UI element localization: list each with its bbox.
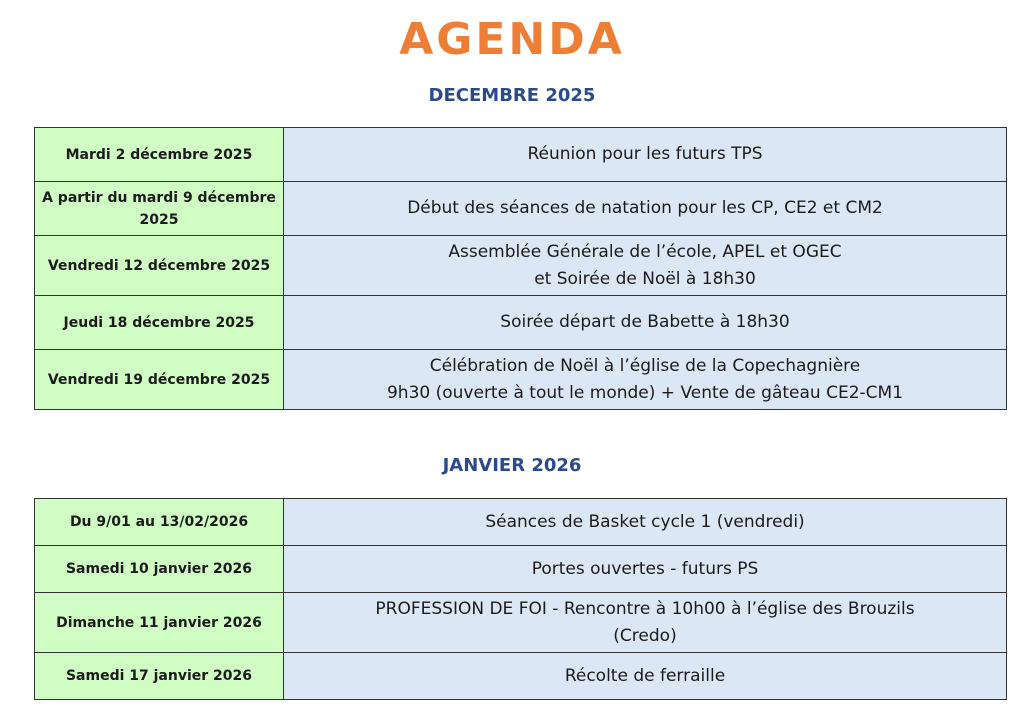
date-cell: Dimanche 11 janvier 2026 — [35, 593, 284, 653]
table-row — [35, 296, 1007, 350]
table-row — [35, 593, 1007, 653]
event-cell: Récolte de ferraille — [284, 653, 1007, 700]
table-row — [35, 236, 1007, 296]
table-row — [35, 350, 1007, 410]
date-cell: A partir du mardi 9 décembre 2025 — [35, 182, 284, 236]
table-row — [35, 182, 1007, 236]
table-row — [35, 128, 1007, 182]
date-cell: Du 9/01 au 13/02/2026 — [35, 499, 284, 546]
event-cell: PROFESSION DE FOI - Rencontre à 10h00 à l’église des Brouzils (Credo) — [284, 593, 1007, 653]
event-cell: Portes ouvertes - futurs PS — [284, 546, 1007, 593]
month-heading-january: JANVIER 2026 — [442, 455, 582, 476]
date-cell: Jeudi 18 décembre 2025 — [35, 296, 284, 350]
date-cell: Vendredi 19 décembre 2025 — [35, 350, 284, 410]
event-cell: Séances de Basket cycle 1 (vendredi) — [284, 499, 1007, 546]
table-row — [35, 653, 1007, 700]
page-title: AGENDA — [399, 14, 625, 65]
event-cell: Réunion pour les futurs TPS — [284, 128, 1007, 182]
month-heading-december: DECEMBRE 2025 — [428, 85, 596, 106]
event-cell: Célébration de Noël à l’église de la Copechagnière 9h30 (ouverte à tout le monde) + Vente de gâteau CE2-CM1 — [284, 350, 1007, 410]
event-cell: Début des séances de natation pour les CP, CE2 et CM2 — [284, 182, 1007, 236]
date-cell: Mardi 2 décembre 2025 — [35, 128, 284, 182]
event-cell: Soirée départ de Babette à 18h30 — [284, 296, 1007, 350]
agenda-table-december — [34, 127, 1007, 410]
event-cell: Assemblée Générale de l’école, APEL et OGEC et Soirée de Noël à 18h30 — [284, 236, 1007, 296]
table-row — [35, 546, 1007, 593]
date-cell: Samedi 10 janvier 2026 — [35, 546, 284, 593]
table-row — [35, 499, 1007, 546]
date-cell: Samedi 17 janvier 2026 — [35, 653, 284, 700]
date-cell: Vendredi 12 décembre 2025 — [35, 236, 284, 296]
agenda-table-january — [34, 498, 1007, 700]
